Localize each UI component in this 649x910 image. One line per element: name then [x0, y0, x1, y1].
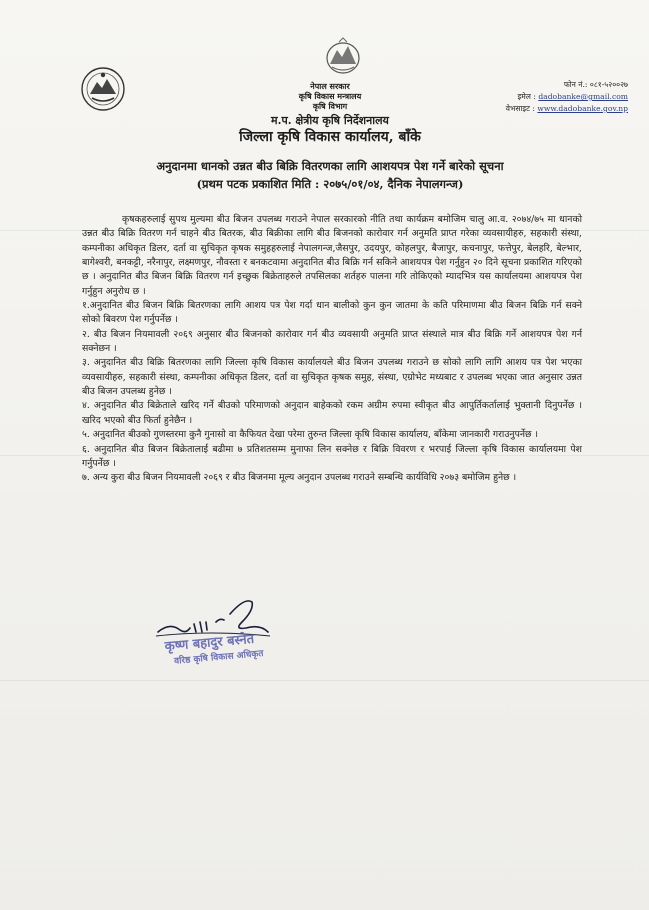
contact-website	[498, 104, 628, 114]
notice-title: अनुदानमा धानको उन्नत बीउ बिक्रि वितरणका लागि आशयपत्र पेश गर्ने बारेको सूचना	[156, 159, 504, 173]
condition-item: १.अनुदानित बीउ बिजन बिक्रि बितरणका लागि आशय पत्र पेश गर्दा धान बालीको कुन कुन जातमा के कति परिमाणमा बीउ बिजन बिक्रि गर्न सक्ने सोको बिवरण पेश गर्नुपर्नेछ ।	[82, 300, 582, 326]
government-name: नेपाल सरकार	[310, 81, 350, 91]
contact-phone	[498, 80, 628, 90]
email-link[interactable]: dadobanke@gmail.com	[538, 92, 628, 101]
paper-fold	[0, 680, 649, 681]
signatory-name: कृष्ण बहादुर बस्नेत	[164, 631, 255, 655]
nepal-emblem-icon	[78, 64, 128, 114]
notice-subtitle: (प्रथम पटक प्रकाशित मिति : २०७५/०१/०४, दैनिक नेपालगन्ज)	[196, 177, 464, 191]
ministry-name: कृषि विकास मन्त्रालय	[298, 91, 362, 101]
website-link[interactable]: www.dadobanke.gov.np	[537, 104, 628, 113]
contact-email	[498, 92, 628, 102]
office-name: जिल्ला कृषि विकास कार्यालय, बाँके	[239, 129, 421, 145]
condition-item: ३. अनुदानित बीउ बिक्रि बितरणका लागि जिल्ला कृषि विकास कार्यालयले बीउ बिजन उपलब्ध गराउने छ सोको लागि लागि आशय पत्र पेश भएका व्यवसायीहरु, सहकारी संस्था, कम्पनीका अधिकृत डिलर, दर्ता वा सुचिकृत कृषक समुह, संस्था, एग्रोभेट मध्यबाट र उपलब्ध भएका जात अनुसार उन्नत बीउ बिजन उपलब्ध हुनेछ ।	[82, 357, 582, 398]
website-label: वेभसाइट :	[505, 104, 535, 113]
department-name: कृषि विभाग	[312, 101, 348, 111]
notice-intro: कृषकहरुलाई सुपथ मुल्यमा बीउ बिजन उपलब्ध गराउने नेपाल सरकारको नीति तथा कार्यक्रम बमोजिम चालु आ.व. २०७४/७५ मा धानको उन्नत बीउ बिक्रि वितरण गर्न चाहने बीउ बितरक, बीउ बिक्रीका लागि बीउ बिजनको कारोवार गर्न अनुमति प्राप्त गरेका व्यवसायीहरु, सहकारी संस्था, कम्पनीका अधिकृत डिलर, दर्ता वा सुचिकृत कृषक समुहहरुलाई नेपालगन्ज,जैसपुर, उदयपुर, कोहलपुर, बैजापुर, कचनापुर, फत्तेपुर, बेलहरि, बेल्भार, बागेश्वरी, बनकट्टी, नरैनापुर, लक्ष्मणपुर, नौवस्ता र बनकटवामा अनुदानित बीउ बिक्रि गर्न सकिने आशयपत्र पेश गर्नुहुन २० दिने सूचना प्रकाशित गरिएको छ । अनुदानित बीउ बिजन बिक्रि वितरण गर्न इच्छुक बिक्रेताहरुले तपसिलका शर्तहरु पालना गरि तोकिएको म्यादभित्र यस कार्यालयमा आशयपत्र पेश गर्नुहुन अनुरोध छ ।	[82, 214, 582, 297]
condition-item: ७. अन्य कुरा बीउ बिजन नियमावली २०६९ र बीउ बिजनमा मूल्य अनुदान उपलब्ध गराउने सम्बन्धि कार्यविधि २०७३ बमोजिम हुनेछ ।	[82, 472, 517, 484]
email-label: इमेल :	[517, 92, 536, 101]
phone-label: फोन नं.:	[563, 80, 588, 89]
condition-item: २. बीउ बिजन नियमावली २०६९ अनुसार बीउ बिजनको कारोवार गर्न बीउ व्यवसायी अनुमति प्राप्त संस्थाले मात्र बीउ बिक्रि गर्ने आशयपत्र पेश गर्न सक्नेछन ।	[82, 328, 582, 355]
condition-item: ४. अनुदानित बीउ बिक्रेताले खरिद गर्ने बीउको परिमाणको अनुदान बाहेकको रकम अग्रीम रुपमा स्वीकृत बीउ आपुर्तिकर्तालाई भुक्तानी दिनुपर्नेछ । खरिद भएको बीउ फिर्ता हुनेछैन ।	[82, 400, 582, 426]
phone-value: ०८१-५२००२७	[589, 80, 628, 89]
condition-item: ५. अनुदानित बीउको गुणस्तरमा कुनै गुनासो वा कैफियत देखा परेमा तुरुन्त जिल्ला कृषि विकास कार्यालय, बाँकेमा जानकारी गराउनुपर्नेछ ।	[82, 429, 539, 441]
government-emblem-icon	[318, 36, 368, 76]
notice-body	[82, 213, 582, 486]
signatory-designation: वरिष्ठ कृषि विकास अधिकृत	[173, 649, 264, 667]
directorate-name: म.प. क्षेत्रीय कृषि निर्देशनालय	[271, 114, 389, 127]
condition-item: ६. अनुदानित बीउ बिजन बिक्रेतालाई बढीमा ७ प्रतिशतसम्म मुनाफा लिन सक्नेछ र बिक्रि विवरण र भरपाई जिल्ला कृषि विकास कार्यालयमा पेश गर्नुपर्नेछ ।	[82, 443, 582, 469]
